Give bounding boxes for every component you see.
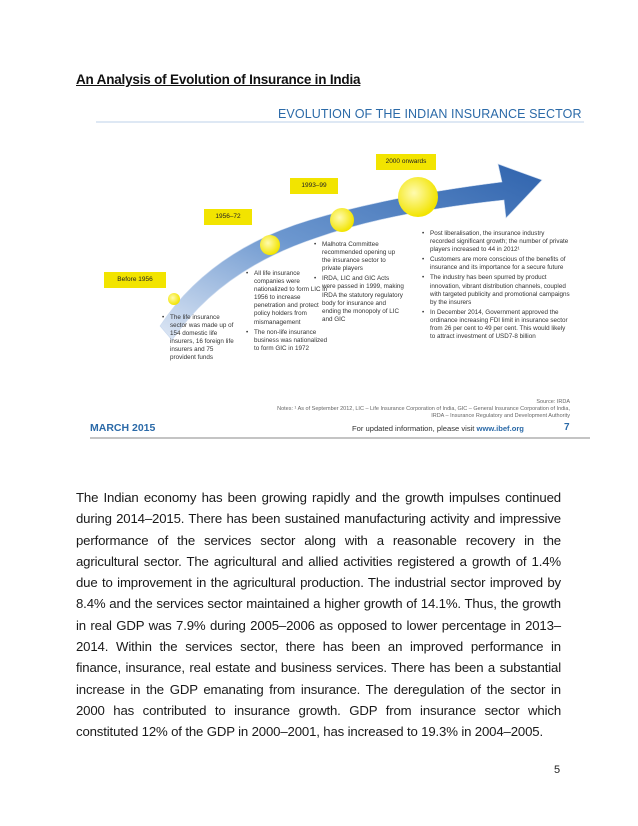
infographic-title: EVOLUTION OF THE INDIAN INSURANCE SECTOR — [278, 107, 582, 121]
stage-dot-3 — [330, 208, 354, 232]
stage-bullets-3 — [314, 241, 404, 326]
bullet-item: • The industry has been spurred by product innovation, vibrant distribution channels, coupled with targeted publicity and promotional campaigns by the insurers — [422, 274, 570, 306]
infographic-page-number: 7 — [564, 422, 570, 433]
document-heading: An Analysis of Evolution of Insurance in India — [76, 72, 361, 87]
body-paragraph: The Indian economy has been growing rapidly and the growth impulses continued during 2014–2015. There has been sustained manufacturing activity and impressive performance of the services sector along with a reasonable recovery in the agricultural sector. The agricultural and allied activities registered a growth of 1.4% due to improvement in the agricultural production. The industrial sector improved by 8.4% and the services sector maintained a higher growth of 14.1%. Thus, the growth in real GDP was 7.9% during 2005–2006 as opposed to lower percentage in 2013–2014. Within the services sector, there has been an improved performance in finance, insurance, real estate and business services. There has been a substantial increase in the GDP emanating from insurance. The deregulation of the sector in 2000 has contributed to insurance growth. GDP from insurance sector which constituted 12% of the GDP in 2000–2001, has increased to 19.3% in 2004–2005. — [76, 490, 561, 740]
infographic-notes — [240, 399, 570, 420]
stage-label-4: 2000 onwards — [376, 154, 436, 170]
source-note: Source: IRDA — [536, 399, 570, 405]
stage-bullets-4 — [422, 230, 570, 343]
footer-month: MARCH 2015 — [90, 422, 156, 434]
notes-line-2: IRDA – Insurance Regulatory and Development Authority — [431, 413, 570, 419]
bullet-item: • All life insurance companies were nationalized to form LIC in 1956 to increase penetration and protect policy holders from mismanagement — [246, 270, 330, 327]
bullet-item: • The life insurance sector was made up of 154 domestic life insurers, 16 foreign life insurers and 75 provident funds — [162, 314, 238, 363]
stage-bullets-1 — [162, 314, 238, 365]
stage-dot-4 — [398, 177, 438, 217]
stage-label-1: Before 1956 — [104, 272, 166, 288]
bullet-item: • IRDA, LIC and GIC Acts were passed in 1999, making IRDA the statutory regulatory body for insurance and ending the monopoly of LIC and GIC — [314, 275, 404, 324]
stage-dot-1 — [168, 293, 180, 305]
page-number: 5 — [554, 764, 561, 776]
bullet-item: • The non-life insurance business was nationalized to form GIC in 1972 — [246, 329, 330, 353]
notes-line-1: Notes: ¹ As of September 2012, LIC – Life Insurance Corporation of India, GIC – General Insurance Corporation of India, — [277, 406, 570, 412]
insurance-evolution-infographic — [90, 100, 590, 478]
bullet-item: • Malhotra Committee recommended opening up the insurance sector to private players — [314, 241, 404, 273]
stage-label-2: 1956–72 — [204, 209, 252, 225]
footer-updated-text: For updated information, please visit — [352, 424, 477, 433]
stage-dot-2 — [260, 235, 280, 255]
footer-updated-info — [352, 424, 524, 433]
bullet-item: • Post liberalisation, the insurance industry recorded significant growth; the number of private players increased to 44 in 2012¹ — [422, 230, 570, 254]
footer-site-link[interactable]: www.ibef.org — [476, 424, 524, 433]
bullet-item: • In December 2014, Government approved the ordinance increasing FDI limit in insurance sector from 26 per cent to 49 per cent. This would likely to attract investment of USD7-8 billion — [422, 309, 570, 341]
bullet-item: • Customers are more conscious of the benefits of insurance and its importance for a secure future — [422, 256, 570, 272]
stage-label-3: 1993–99 — [290, 178, 338, 194]
